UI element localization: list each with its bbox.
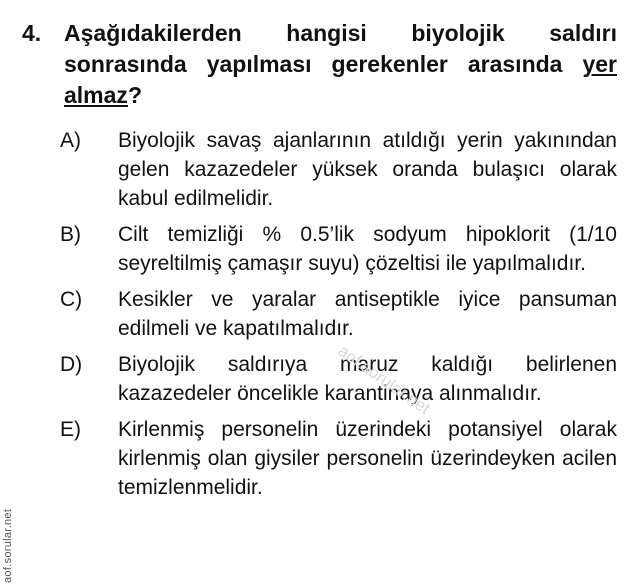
option-e-label: E) xyxy=(60,418,81,441)
question xyxy=(22,18,617,111)
option-a[interactable] xyxy=(60,126,617,213)
option-a-text: Biyolojik savaş ajanlarının atıldığı yerin yakınından gelen kazazedeler yüksek oranda bulaşıcı olarak kabul edilmelidir. xyxy=(118,129,617,210)
option-b[interactable] xyxy=(60,220,617,278)
option-c-label: C) xyxy=(60,288,83,311)
question-text xyxy=(64,18,617,111)
option-b-label: B) xyxy=(60,223,81,246)
question-number: 4. xyxy=(22,20,42,46)
option-d-text: Biyolojik saldırıya maruz kaldığı belirlenen kazazedeler öncelikle karantinaya alınmalıdır. xyxy=(118,353,617,405)
option-d-label: D) xyxy=(60,353,83,376)
watermark-center: aof.sorular.net xyxy=(334,340,434,419)
option-b-text: Cilt temizliği % 0.5’lik sodyum hipoklorit (1/10 seyreltilmiş çamaşır suyu) çözeltisi ile yapılmalıdır. xyxy=(118,223,617,275)
question-text-main: Aşağıdakilerden hangisi biyolojik saldırı sonrasında yapılması gerekenler arasında xyxy=(64,20,617,77)
answer-options xyxy=(60,126,617,509)
option-c[interactable] xyxy=(60,285,617,343)
question-text-end: ? xyxy=(127,82,142,108)
watermark-side: aof.sorular.net xyxy=(2,508,14,583)
option-e-text: Kirlenmiş personelin üzerindeki potansiyel olarak kirlenmiş olan giysiler personelin üzerindeyken acilen temizlenmelidir. xyxy=(118,418,617,499)
option-c-text: Kesikler ve yaralar antiseptikle iyice pansuman edilmeli ve kapatılmalıdır. xyxy=(118,288,617,340)
option-a-label: A) xyxy=(60,129,81,152)
question-text-underlined: yer almaz xyxy=(64,51,617,108)
option-e[interactable] xyxy=(60,415,617,502)
